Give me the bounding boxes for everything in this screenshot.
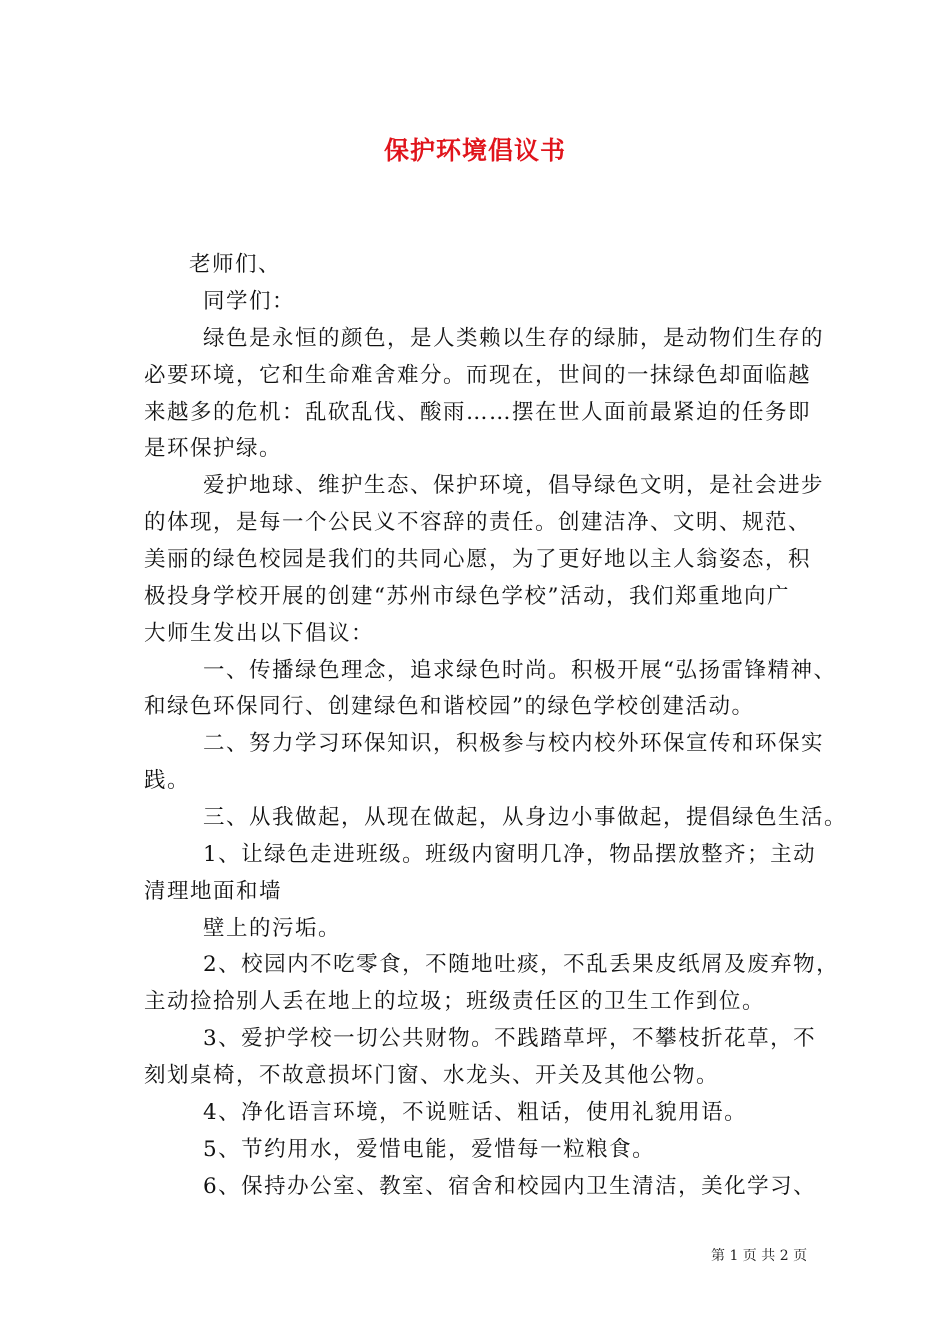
paragraph-line: 极投身学校开展的创建“苏州市绿色学校”活动，我们郑重地向广 xyxy=(144,584,790,609)
list-item-line: 主动捡拾别人丢在地上的垃圾；班级责任区的卫生工作到位。 xyxy=(144,989,766,1014)
list-item-line: 刻划桌椅，不故意损坏门窗、水龙头、开关及其他公物。 xyxy=(144,1063,720,1088)
greeting-line-students: 同学们： xyxy=(203,289,296,314)
paragraph-line: 爱护地球、维护生态、保护环境，倡导绿色文明，是社会进步 xyxy=(203,473,825,498)
paragraph-line: 大师生发出以下倡议： xyxy=(144,621,375,646)
page-number-footer: 第 1 页 共 2 页 xyxy=(711,1248,808,1264)
list-item-line: 1、让绿色走进班级。班级内窗明几净，物品摆放整齐；主动 xyxy=(203,842,817,867)
list-item-line: 4、净化语言环境，不说赃话、粗话，使用礼貌用语。 xyxy=(203,1100,748,1125)
list-item-line: 壁上的污垢。 xyxy=(203,916,342,941)
document-title: 保护环境倡议书 xyxy=(383,136,566,165)
paragraph-line: 的体现，是每一个公民义不容辞的责任。创建洁净、文明、规范、 xyxy=(144,510,812,535)
paragraph-line: 绿色是永恒的颜色，是人类赖以生存的绿肺，是动物们生存的 xyxy=(203,326,825,351)
greeting-line-teachers: 老师们、 xyxy=(189,252,282,277)
proposal-item-line: 一、传播绿色理念，追求绿色时尚。积极开展“弘扬雷锋精神、 xyxy=(203,658,837,683)
proposal-item-line: 三、从我做起，从现在做起，从身边小事做起，提倡绿色生活。 xyxy=(203,805,848,830)
proposal-item-line: 二、努力学习环保知识，积极参与校内校外环保宣传和环保实 xyxy=(203,731,825,756)
proposal-item-line: 和绿色环保同行、创建绿色和谐校园”的绿色学校创建活动。 xyxy=(144,694,755,719)
paragraph-line: 来越多的危机：乱砍乱伐、酸雨……摆在世人面前最紧迫的任务即 xyxy=(144,400,812,425)
list-item-line: 清理地面和墙 xyxy=(144,879,283,904)
paragraph-line: 必要环境，它和生命难舍难分。而现在，世间的一抹绿色却面临越 xyxy=(144,363,812,388)
list-item-line: 6、保持办公室、教室、宿舍和校园内卫生清洁，美化学习、 xyxy=(203,1174,817,1199)
paragraph-line: 美丽的绿色校园是我们的共同心愿，为了更好地以主人翁姿态，积 xyxy=(144,547,812,572)
proposal-item-line: 践。 xyxy=(144,768,191,793)
list-item-line: 2、校园内不吃零食，不随地吐痰，不乱丢果皮纸屑及废弃物， xyxy=(203,952,840,977)
list-item-line: 5、节约用水，爱惜电能，爱惜每一粒粮食。 xyxy=(203,1137,656,1162)
paragraph-line: 是环保护绿。 xyxy=(144,436,283,461)
list-item-line: 3、爱护学校一切公共财物。不践踏草坪，不攀枝折花草，不 xyxy=(203,1026,817,1051)
